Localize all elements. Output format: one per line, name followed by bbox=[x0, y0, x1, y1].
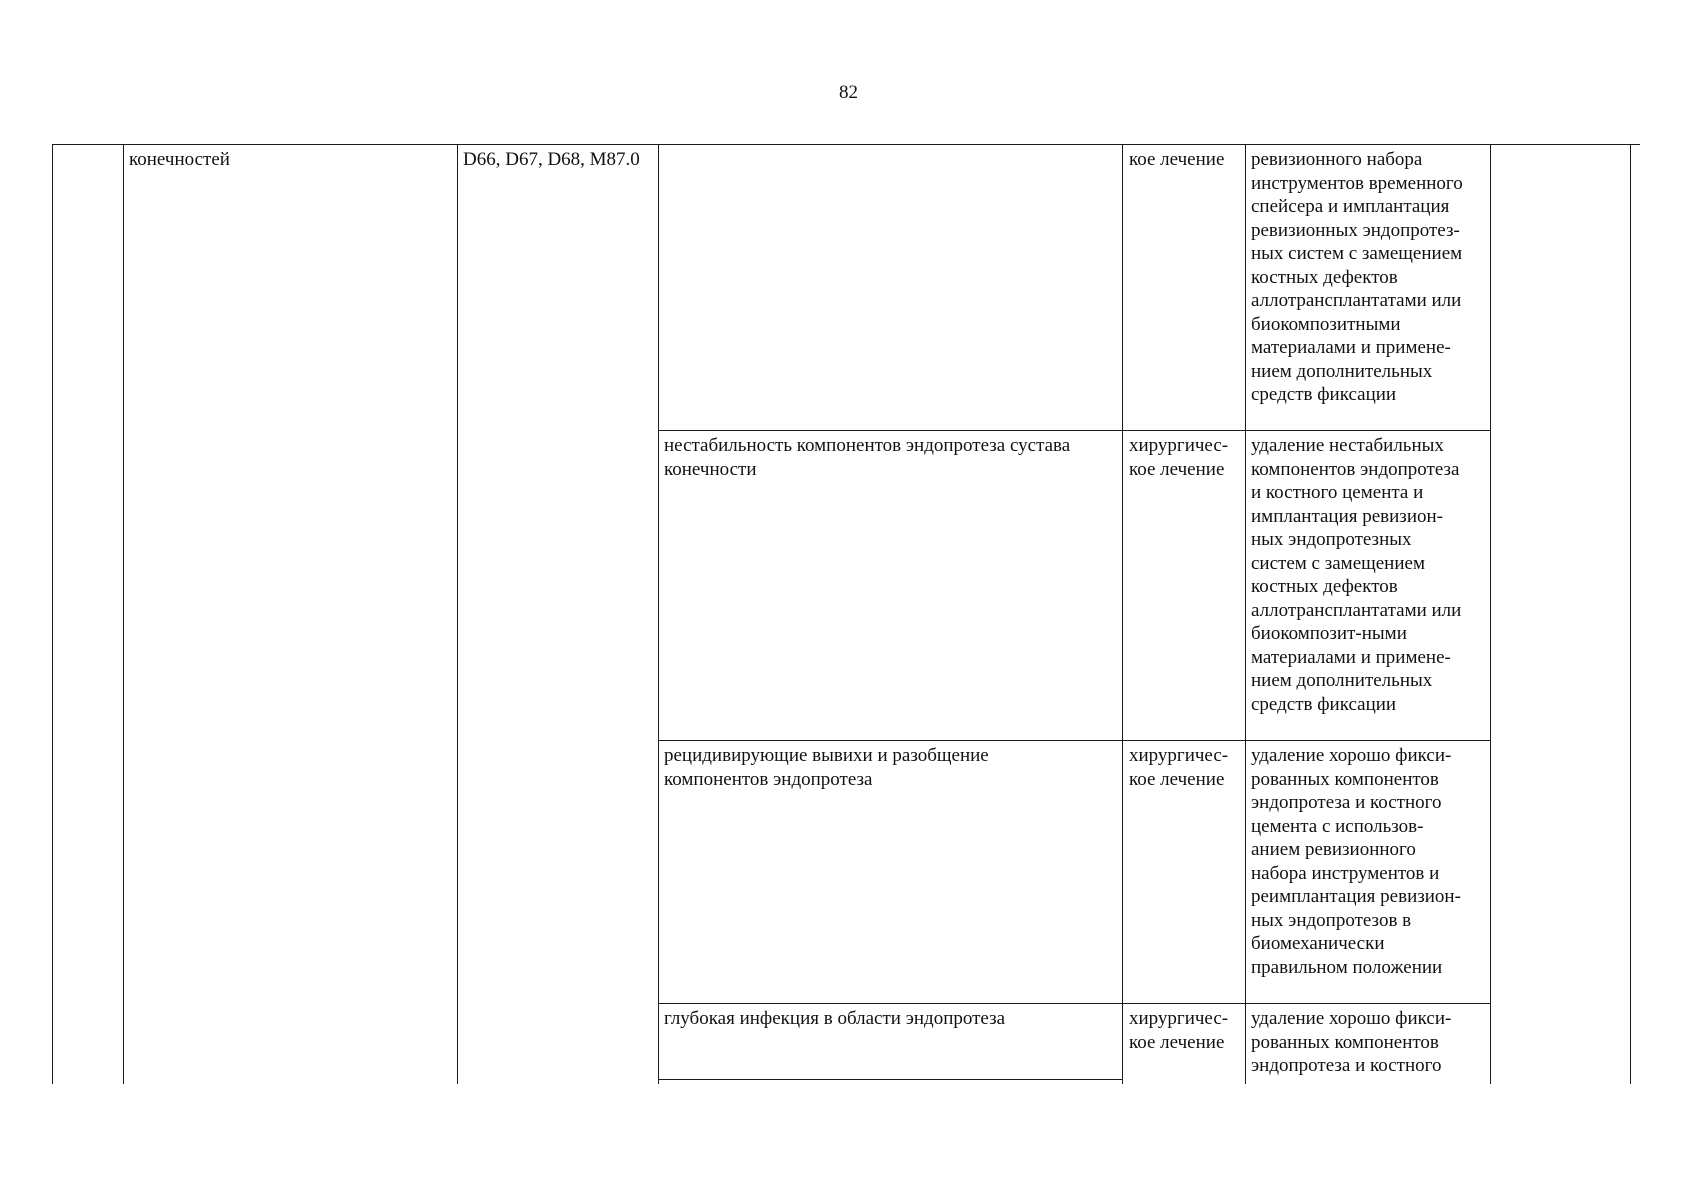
codes-cell: D66, D67, D68, M87.0 bbox=[463, 149, 640, 170]
method-cell: удаление хорошо фикси- рованных компонентов эндопротеза и костного цемента с использов- анием ревизионного набора инструментов и реимплантация ревизион- ных эндопротезов в биомеханически правильном положении bbox=[1251, 745, 1461, 978]
condition-cell: глубокая инфекция в области эндопротеза bbox=[664, 1008, 1006, 1029]
table-col-border bbox=[658, 144, 659, 1084]
row-separator bbox=[658, 1003, 1491, 1004]
method-cell: ревизионного набора инструментов временного спейсера и имплантация ревизионных эндопротез- ных систем с замещением костных дефектов аллотрансплантатами или биокомпозитными материалами и примене- нием дополнительных средств фиксации bbox=[1251, 149, 1463, 405]
table-col-border bbox=[1630, 144, 1631, 1084]
table-top-border bbox=[52, 144, 1640, 145]
table-col-border bbox=[123, 144, 124, 1084]
row-separator bbox=[658, 1079, 1123, 1080]
row-separator bbox=[658, 430, 1491, 431]
treatment-type-cell: хирургичес- кое лечение bbox=[1129, 745, 1229, 790]
treatment-type-cell: хирургичес- кое лечение bbox=[1129, 1008, 1229, 1053]
table-col-border bbox=[457, 144, 458, 1084]
treatment-type-cell: кое лечение bbox=[1129, 149, 1225, 170]
condition-cell: нестабильность компонентов эндопротеза сустава конечности bbox=[664, 435, 1071, 480]
row-separator bbox=[658, 740, 1491, 741]
table-col-border bbox=[1122, 144, 1123, 1084]
treatment-type-cell: хирургичес- кое лечение bbox=[1129, 435, 1229, 480]
method-cell: удаление хорошо фикси- рованных компонентов эндопротеза и костного bbox=[1251, 1008, 1452, 1076]
page-number: 82 bbox=[839, 82, 858, 103]
table-col-border bbox=[1245, 144, 1246, 1084]
condition-cell: рецидивирующие вывихи и разобщение компонентов эндопротеза bbox=[664, 745, 989, 790]
condition-group-cell: конечностей bbox=[129, 149, 230, 170]
table-col-border bbox=[52, 144, 53, 1084]
method-cell: удаление нестабильных компонентов эндопротеза и костного цемента и имплантация ревизион- ных эндопротезных систем с замещением костных дефектов аллотрансплантатами или биокомпозит-ными материалами и примене- нием дополнительных средств фиксации bbox=[1251, 435, 1462, 715]
table-col-border bbox=[1490, 144, 1491, 1084]
